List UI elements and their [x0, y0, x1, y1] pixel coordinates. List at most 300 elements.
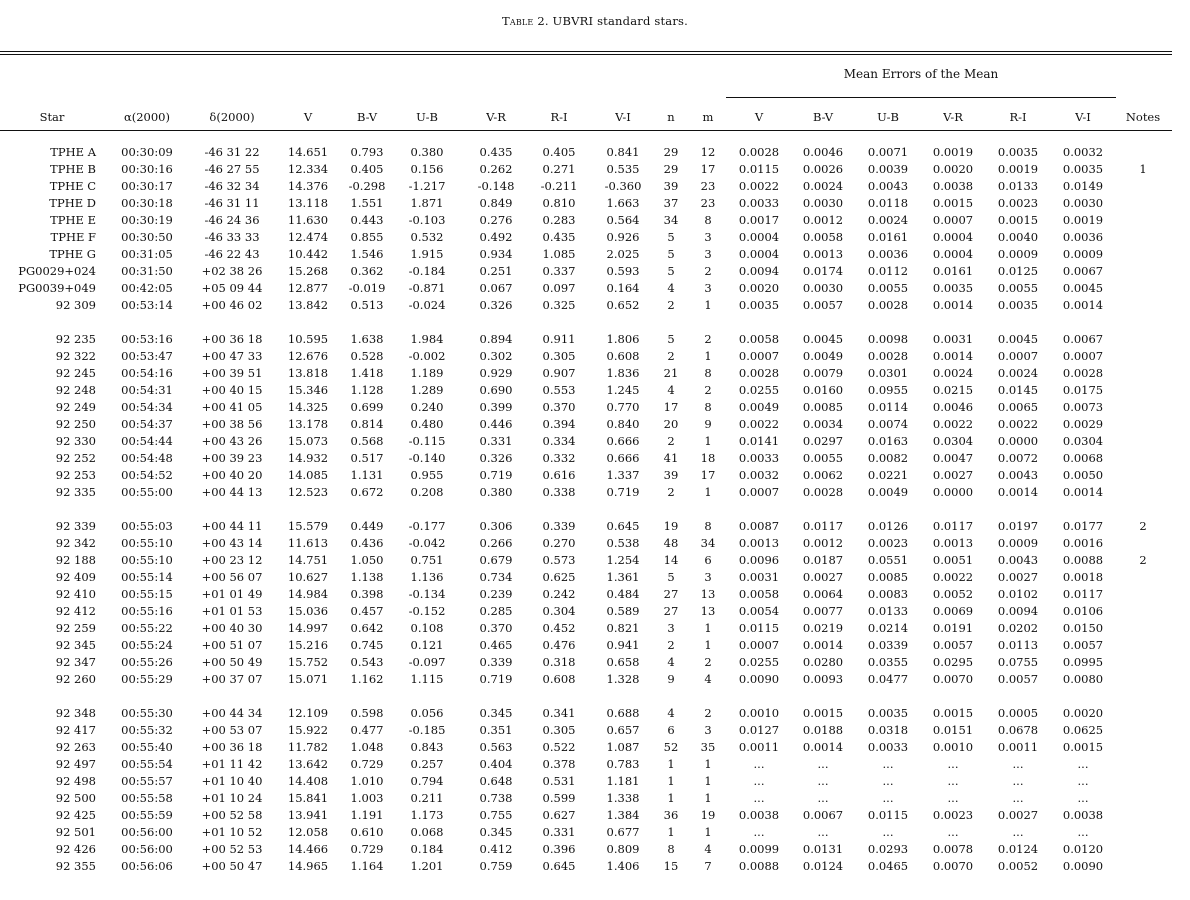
- cell-m: 3: [704, 247, 712, 261]
- cell-u-b: -0.140: [408, 451, 446, 465]
- cell-v-r: 0.251: [479, 264, 513, 278]
- cell-v-i: 1.406: [606, 859, 640, 873]
- cell-r-i: 0.394: [542, 417, 576, 431]
- cell-err-v-r: 0.0015: [932, 706, 974, 720]
- cell-err-r-i: 0.0043: [997, 468, 1039, 482]
- cell-dec: +00 56 07: [201, 570, 263, 584]
- cell-ra: 00:55:58: [121, 791, 173, 805]
- cell-v: 12.058: [287, 825, 329, 839]
- cell-m: 9: [704, 417, 712, 431]
- cell-dec: +00 50 47: [201, 859, 263, 873]
- cell-notes: 2: [1139, 553, 1147, 567]
- cell-m: 2: [704, 383, 712, 397]
- cell-err-v-i: 0.0045: [1062, 281, 1104, 295]
- cell-err-v-r: 0.0038: [932, 179, 974, 193]
- cell-v-r: 0.492: [479, 230, 513, 244]
- cell-err-v-r: 0.0031: [932, 332, 974, 346]
- cell-ra: 00:55:30: [121, 706, 173, 720]
- cell-err-v-r: 0.0010: [932, 740, 974, 754]
- cell-star: 92 501: [55, 825, 96, 839]
- cell-b-v: 0.398: [350, 587, 384, 601]
- cell-star: 92 347: [55, 655, 96, 669]
- cell-v-r: 0.345: [479, 825, 513, 839]
- cell-r-i: 0.305: [542, 723, 576, 737]
- cell-u-b: 1.984: [410, 332, 444, 346]
- cell-v-r: 0.370: [479, 621, 513, 635]
- cell-ra: 00:55:40: [121, 740, 173, 754]
- cell-err-r-i: 0.0045: [997, 332, 1039, 346]
- cell-r-i: 0.645: [542, 859, 576, 873]
- cell-u-b: 0.955: [410, 468, 444, 482]
- cell-err-v-i: 0.0038: [1062, 808, 1104, 822]
- cell-v: 15.922: [287, 723, 329, 737]
- cell-err-v-i: 0.0150: [1062, 621, 1104, 635]
- cell-u-b: -0.871: [408, 281, 446, 295]
- cell-err-v-r: ...: [947, 774, 959, 788]
- cell-err-v: 0.0141: [738, 434, 780, 448]
- cell-r-i: 0.378: [542, 757, 576, 771]
- cell-v-r: 0.690: [479, 383, 513, 397]
- table-row: [0, 740, 1190, 757]
- cell-m: 1: [704, 485, 712, 499]
- cell-dec: +00 51 07: [201, 638, 263, 652]
- table-row: [0, 485, 1190, 502]
- cell-star: TPHE F: [50, 230, 96, 244]
- cell-err-v: 0.0255: [738, 655, 780, 669]
- cell-v-r: 0.412: [479, 842, 513, 856]
- cell-b-v: 1.010: [350, 774, 384, 788]
- cell-u-b: 0.056: [410, 706, 444, 720]
- cell-err-v-i: 0.0304: [1062, 434, 1104, 448]
- cell-err-v-i: 0.0020: [1062, 706, 1104, 720]
- cell-star: 92 339: [55, 519, 96, 533]
- cell-err-b-v: 0.0024: [802, 179, 844, 193]
- cell-star: 92 309: [55, 298, 96, 312]
- cell-ra: 00:54:34: [121, 400, 173, 414]
- cell-err-u-b: 0.0163: [867, 434, 909, 448]
- cell-dec: +00 36 18: [201, 332, 263, 346]
- cell-v-i: 0.484: [606, 587, 640, 601]
- caption-text: UBVRI standard stars.: [548, 14, 689, 28]
- cell-err-u-b: 0.0339: [867, 638, 909, 652]
- col-header-err-v-i: V-I: [1075, 110, 1091, 124]
- cell-v-i: 0.652: [606, 298, 640, 312]
- cell-u-b: -0.134: [408, 587, 446, 601]
- mean-errors-group-header: Mean Errors of the Mean: [843, 67, 999, 81]
- cell-dec: +00 44 11: [201, 519, 263, 533]
- cell-ra: 00:55:16: [121, 604, 173, 618]
- cell-v: 14.466: [287, 842, 329, 856]
- cell-err-v-r: 0.0007: [932, 213, 974, 227]
- cell-m: 4: [704, 842, 712, 856]
- cell-m: 3: [704, 723, 712, 737]
- table-row: [0, 468, 1190, 485]
- cell-ra: 00:55:03: [121, 519, 173, 533]
- cell-v: 11.613: [287, 536, 329, 550]
- cell-n: 36: [663, 808, 679, 822]
- cell-m: 19: [700, 808, 716, 822]
- cell-err-v-r: 0.0019: [932, 145, 974, 159]
- cell-v-i: 0.538: [606, 536, 640, 550]
- cell-b-v: 0.642: [350, 621, 384, 635]
- cell-err-v: 0.0032: [738, 468, 780, 482]
- cell-v-i: 0.688: [606, 706, 640, 720]
- cell-err-r-i: 0.0072: [997, 451, 1039, 465]
- cell-b-v: 0.745: [350, 638, 384, 652]
- cell-b-v: 1.048: [350, 740, 384, 754]
- cell-err-u-b: 0.0355: [867, 655, 909, 669]
- cell-err-v-i: ...: [1077, 774, 1089, 788]
- col-header-v: V: [303, 110, 313, 124]
- cell-err-v: 0.0035: [738, 298, 780, 312]
- cell-r-i: 0.405: [542, 145, 576, 159]
- cell-m: 3: [704, 230, 712, 244]
- cell-n: 3: [667, 621, 675, 635]
- cell-err-u-b: 0.0551: [867, 553, 909, 567]
- cell-u-b: 0.380: [410, 145, 444, 159]
- table-row: [0, 536, 1190, 553]
- cell-star: 92 188: [55, 553, 96, 567]
- cell-err-v-r: 0.0046: [932, 400, 974, 414]
- cell-err-b-v: ...: [817, 791, 829, 805]
- cell-ra: 00:54:48: [121, 451, 173, 465]
- cell-m: 17: [700, 468, 716, 482]
- cell-dec: +00 41 05: [201, 400, 263, 414]
- cell-err-r-i: 0.0678: [997, 723, 1039, 737]
- cell-v-i: 1.338: [606, 791, 640, 805]
- cell-err-u-b: 0.0023: [867, 536, 909, 550]
- cell-err-u-b: 0.0049: [867, 485, 909, 499]
- cell-m: 3: [704, 570, 712, 584]
- table-row: [0, 434, 1190, 451]
- cell-err-b-v: 0.0093: [802, 672, 844, 686]
- cell-r-i: 0.553: [542, 383, 576, 397]
- cell-u-b: 0.121: [410, 638, 444, 652]
- cell-err-v: 0.0017: [738, 213, 780, 227]
- cell-err-r-i: 0.0022: [997, 417, 1039, 431]
- cell-err-v: ...: [753, 757, 765, 771]
- cell-b-v: 0.543: [350, 655, 384, 669]
- cell-err-v-i: 0.0175: [1062, 383, 1104, 397]
- cell-err-u-b: 0.0085: [867, 570, 909, 584]
- cell-v: 13.118: [287, 196, 329, 210]
- cell-m: 7: [704, 859, 712, 873]
- cell-u-b: 1.189: [410, 366, 444, 380]
- cell-v: 15.752: [287, 655, 329, 669]
- cell-err-v-i: ...: [1077, 791, 1089, 805]
- cell-err-r-i: 0.0007: [997, 349, 1039, 363]
- table-row: [0, 264, 1190, 281]
- cell-err-r-i: 0.0035: [997, 145, 1039, 159]
- cell-err-u-b: 0.0293: [867, 842, 909, 856]
- cell-n: 4: [667, 383, 675, 397]
- cell-u-b: -0.002: [408, 349, 446, 363]
- cell-dec: +00 50 49: [201, 655, 263, 669]
- cell-err-v: 0.0038: [738, 808, 780, 822]
- cell-err-r-i: 0.0019: [997, 162, 1039, 176]
- cell-err-u-b: ...: [882, 825, 894, 839]
- cell-v: 15.216: [287, 638, 329, 652]
- cell-err-r-i: ...: [1012, 825, 1024, 839]
- cell-v-r: 0.380: [479, 485, 513, 499]
- cell-err-v: 0.0031: [738, 570, 780, 584]
- cell-star: 92 263: [55, 740, 96, 754]
- cell-n: 27: [663, 604, 679, 618]
- cell-v-r: 0.331: [479, 434, 513, 448]
- cell-ra: 00:55:26: [121, 655, 173, 669]
- cell-u-b: -0.185: [408, 723, 446, 737]
- cell-m: 8: [704, 213, 712, 227]
- cell-b-v: 0.513: [350, 298, 384, 312]
- cell-err-b-v: 0.0297: [802, 434, 844, 448]
- table-row: [0, 383, 1190, 400]
- cell-err-v-r: 0.0004: [932, 247, 974, 261]
- cell-r-i: 0.435: [542, 230, 576, 244]
- header-rule: [0, 130, 1172, 131]
- cell-b-v: 1.003: [350, 791, 384, 805]
- cell-v: 14.376: [287, 179, 329, 193]
- cell-r-i: 0.334: [542, 434, 576, 448]
- cell-err-b-v: 0.0077: [802, 604, 844, 618]
- cell-err-b-v: ...: [817, 774, 829, 788]
- cell-err-r-i: 0.0125: [997, 264, 1039, 278]
- cell-star: 92 253: [55, 468, 96, 482]
- cell-err-v-r: 0.0151: [932, 723, 974, 737]
- cell-u-b: -0.152: [408, 604, 446, 618]
- cell-m: 3: [704, 281, 712, 295]
- cell-err-b-v: 0.0085: [802, 400, 844, 414]
- cell-err-b-v: 0.0067: [802, 808, 844, 822]
- cell-v-i: 1.328: [606, 672, 640, 686]
- cell-star: TPHE E: [50, 213, 96, 227]
- cell-v-r: 0.894: [479, 332, 513, 346]
- cell-notes: 1: [1139, 162, 1147, 176]
- cell-v-r: 0.326: [479, 298, 513, 312]
- cell-err-v-i: 0.0029: [1062, 417, 1104, 431]
- cell-err-u-b: 0.0161: [867, 230, 909, 244]
- cell-r-i: 0.271: [542, 162, 576, 176]
- cell-u-b: 1.173: [410, 808, 444, 822]
- cell-err-v: 0.0115: [738, 162, 780, 176]
- cell-r-i: 0.396: [542, 842, 576, 856]
- cell-b-v: 1.638: [350, 332, 384, 346]
- cell-u-b: 0.068: [410, 825, 444, 839]
- cell-m: 23: [700, 196, 716, 210]
- cell-v: 14.408: [287, 774, 329, 788]
- cell-ra: 00:30:16: [121, 162, 173, 176]
- cell-err-v-r: 0.0051: [932, 553, 974, 567]
- cell-star: TPHE D: [49, 196, 96, 210]
- cell-ra: 00:30:18: [121, 196, 173, 210]
- cell-m: 2: [704, 264, 712, 278]
- cell-err-r-i: 0.0035: [997, 298, 1039, 312]
- cell-n: 37: [663, 196, 679, 210]
- cell-r-i: 0.325: [542, 298, 576, 312]
- cell-b-v: 0.457: [350, 604, 384, 618]
- cell-err-u-b: 0.0033: [867, 740, 909, 754]
- cell-err-b-v: 0.0187: [802, 553, 844, 567]
- cell-n: 48: [663, 536, 679, 550]
- cell-v-i: 0.564: [606, 213, 640, 227]
- cell-m: 4: [704, 672, 712, 686]
- cell-v: 14.751: [287, 553, 329, 567]
- cell-err-v-i: 0.0019: [1062, 213, 1104, 227]
- cell-dec: -46 31 22: [204, 145, 260, 159]
- cell-v: 13.178: [287, 417, 329, 431]
- cell-star: TPHE C: [49, 179, 96, 193]
- cell-star: 92 245: [55, 366, 96, 380]
- cell-err-v-r: 0.0023: [932, 808, 974, 822]
- cell-err-b-v: 0.0027: [802, 570, 844, 584]
- cell-n: 2: [667, 434, 675, 448]
- cell-err-v-i: 0.0995: [1062, 655, 1104, 669]
- cell-err-u-b: 0.0221: [867, 468, 909, 482]
- cell-err-v-i: 0.0018: [1062, 570, 1104, 584]
- cell-u-b: -0.103: [408, 213, 446, 227]
- cell-ra: 00:30:50: [121, 230, 173, 244]
- table-row: [0, 230, 1190, 247]
- cell-err-v-i: 0.0073: [1062, 400, 1104, 414]
- col-header-err-b-v: B-V: [812, 110, 834, 124]
- cell-m: 8: [704, 519, 712, 533]
- cell-v-i: 1.245: [606, 383, 640, 397]
- cell-err-b-v: 0.0030: [802, 281, 844, 295]
- cell-err-b-v: 0.0034: [802, 417, 844, 431]
- cell-v: 13.842: [287, 298, 329, 312]
- cell-err-v-i: 0.0090: [1062, 859, 1104, 873]
- cell-r-i: 0.338: [542, 485, 576, 499]
- cell-err-v-r: ...: [947, 791, 959, 805]
- table-row: [0, 604, 1190, 621]
- table-row: [0, 213, 1190, 230]
- cell-u-b: 0.257: [410, 757, 444, 771]
- cell-v: 11.782: [287, 740, 329, 754]
- cell-u-b: 1.115: [410, 672, 444, 686]
- cell-v: 12.334: [287, 162, 329, 176]
- cell-err-u-b: 0.0083: [867, 587, 909, 601]
- cell-ra: 00:54:44: [121, 434, 173, 448]
- cell-err-v: 0.0033: [738, 451, 780, 465]
- cell-v-i: 1.361: [606, 570, 640, 584]
- cell-v-r: 0.849: [479, 196, 513, 210]
- cell-v-r: 0.404: [479, 757, 513, 771]
- cell-v-r: 0.465: [479, 638, 513, 652]
- cell-dec: +01 11 42: [201, 757, 263, 771]
- cell-err-v-r: 0.0070: [932, 672, 974, 686]
- cell-err-v: 0.0004: [738, 230, 780, 244]
- cell-dec: +00 43 26: [201, 434, 263, 448]
- cell-err-v-r: 0.0014: [932, 349, 974, 363]
- cell-v: 13.941: [287, 808, 329, 822]
- cell-err-b-v: 0.0174: [802, 264, 844, 278]
- cell-err-v-i: 0.0035: [1062, 162, 1104, 176]
- cell-err-b-v: 0.0045: [802, 332, 844, 346]
- cell-dec: +00 44 13: [201, 485, 263, 499]
- cell-dec: -46 33 33: [204, 230, 260, 244]
- cell-v-i: 0.593: [606, 264, 640, 278]
- cell-r-i: 0.305: [542, 349, 576, 363]
- cell-err-v: 0.0010: [738, 706, 780, 720]
- cell-dec: -46 24 36: [204, 213, 260, 227]
- cell-n: 1: [667, 757, 675, 771]
- cell-u-b: 0.794: [410, 774, 444, 788]
- cell-v-i: 1.384: [606, 808, 640, 822]
- cell-v-i: 0.677: [606, 825, 640, 839]
- cell-v: 14.085: [287, 468, 329, 482]
- cell-err-b-v: 0.0014: [802, 740, 844, 754]
- cell-err-u-b: 0.0035: [867, 706, 909, 720]
- cell-err-b-v: 0.0058: [802, 230, 844, 244]
- cell-err-b-v: 0.0064: [802, 587, 844, 601]
- cell-err-b-v: 0.0026: [802, 162, 844, 176]
- cell-err-v: 0.0127: [738, 723, 780, 737]
- cell-v-r: 0.679: [479, 553, 513, 567]
- cell-u-b: 0.843: [410, 740, 444, 754]
- cell-err-b-v: 0.0012: [802, 213, 844, 227]
- cell-u-b: 0.480: [410, 417, 444, 431]
- cell-v-r: 0.302: [479, 349, 513, 363]
- cell-r-i: 0.283: [542, 213, 576, 227]
- cell-err-v: 0.0033: [738, 196, 780, 210]
- cell-err-r-i: 0.0057: [997, 672, 1039, 686]
- cell-v-r: 0.285: [479, 604, 513, 618]
- cell-v-i: -0.360: [604, 179, 642, 193]
- cell-notes: 2: [1139, 519, 1147, 533]
- table-row: [0, 366, 1190, 383]
- cell-n: 41: [663, 451, 679, 465]
- cell-m: 18: [700, 451, 716, 465]
- cell-m: 2: [704, 655, 712, 669]
- table-row: [0, 332, 1190, 349]
- table-row: [0, 672, 1190, 689]
- cell-err-v: 0.0054: [738, 604, 780, 618]
- cell-m: 13: [700, 604, 716, 618]
- cell-n: 52: [663, 740, 679, 754]
- cell-u-b: 1.136: [410, 570, 444, 584]
- cell-ra: 00:30:09: [121, 145, 173, 159]
- cell-m: 17: [700, 162, 716, 176]
- cell-ra: 00:31:50: [121, 264, 173, 278]
- cell-u-b: 0.211: [410, 791, 444, 805]
- cell-err-r-i: 0.0024: [997, 366, 1039, 380]
- cell-u-b: -0.024: [408, 298, 446, 312]
- cell-err-v: 0.0004: [738, 247, 780, 261]
- cell-ra: 00:55:29: [121, 672, 173, 686]
- cell-err-v-i: 0.0068: [1062, 451, 1104, 465]
- cell-dec: +01 01 53: [201, 604, 263, 618]
- cell-m: 2: [704, 706, 712, 720]
- cell-err-u-b: 0.0028: [867, 298, 909, 312]
- cell-dec: +00 43 14: [201, 536, 263, 550]
- cell-n: 5: [667, 264, 675, 278]
- cell-err-v: 0.0058: [738, 587, 780, 601]
- cell-err-r-i: 0.0052: [997, 859, 1039, 873]
- cell-err-v-r: 0.0047: [932, 451, 974, 465]
- cell-v-r: 0.276: [479, 213, 513, 227]
- cell-ra: 00:55:10: [121, 553, 173, 567]
- cell-n: 27: [663, 587, 679, 601]
- cell-v-i: 0.645: [606, 519, 640, 533]
- table-row: [0, 553, 1190, 570]
- cell-u-b: 1.915: [410, 247, 444, 261]
- cell-v-i: 0.589: [606, 604, 640, 618]
- cell-err-v-r: 0.0057: [932, 638, 974, 652]
- cell-v-r: 0.563: [479, 740, 513, 754]
- cell-star: PG0039+049: [18, 281, 96, 295]
- cell-n: 34: [663, 213, 679, 227]
- cell-err-r-i: 0.0102: [997, 587, 1039, 601]
- cell-n: 6: [667, 723, 675, 737]
